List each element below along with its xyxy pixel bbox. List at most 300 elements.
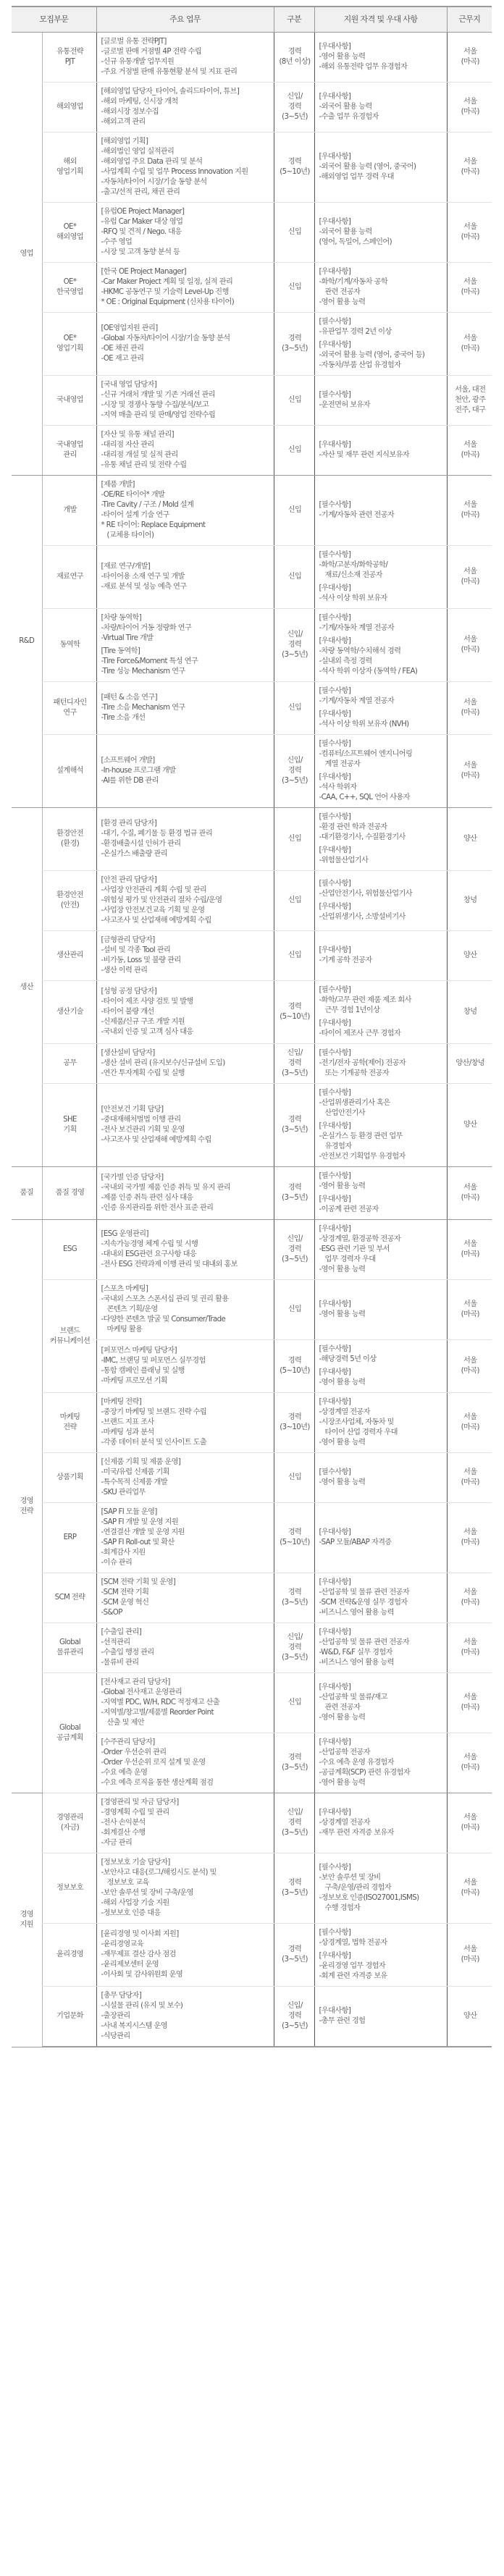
text-line: (5~10년): [280, 1013, 310, 1021]
text-line: 해외영업: [56, 103, 83, 111]
text-line: Global: [59, 1638, 80, 1646]
duty-item: -출고/선적 관리, 채권 관리: [101, 188, 180, 196]
text-line: 양산: [463, 2012, 477, 2020]
duty-title: [환경 관리 담당자]: [101, 820, 157, 828]
duty-item: -차량/타이어 거동 정량화 연구: [101, 624, 192, 632]
text-line: 경영관리: [56, 1814, 83, 1822]
text-line: 재료연구: [56, 573, 83, 581]
header-main-duties: 주요 업무: [96, 7, 274, 33]
text-line: 경력: [287, 103, 302, 111]
duty-item: -시장 및 고객 동향 분석 등: [101, 248, 180, 256]
text-line: 창녕: [463, 1008, 477, 1016]
hire-type-cell: [274, 1084, 314, 1167]
qual-item: 근무 경험 1년이상: [324, 1006, 380, 1014]
qual-title: [우대사항]: [319, 1578, 351, 1586]
text-line: 마케팅: [59, 1413, 80, 1421]
text-line: (3~5년): [282, 1599, 308, 1607]
text-line: 양산: [463, 835, 477, 843]
subgroup-cell: [42, 1280, 96, 1393]
group-cell: [12, 476, 42, 808]
qual: [319, 1808, 444, 1838]
duty-cell: [96, 476, 274, 546]
qual-item: -대기환경기사, 수질환경기사: [319, 833, 406, 841]
duty: [101, 819, 271, 859]
duty-item: -비가동, Loss 및 불량 관리: [101, 956, 181, 964]
text-line: (마곡): [461, 1956, 479, 1963]
duty-item: -대리점 개설 및 실적 관리: [101, 451, 178, 459]
hire-type-cell: [274, 546, 314, 609]
duty-title: [해외영업 담당자_타이어, 솔리드타이어, 튜브]: [101, 88, 240, 96]
text-line: 해외영업: [56, 233, 83, 241]
qual-item: -기계/자동차 관련 전공자: [319, 511, 395, 519]
duty-title: [소프트웨어 개발]: [101, 757, 155, 765]
duty-item: 마케팅 활용: [106, 1326, 143, 1334]
qual: [319, 1088, 444, 1119]
duty-item: -사업장 안전보건교육 기획 및 운영: [101, 906, 205, 914]
text-line: (마곡): [461, 709, 479, 717]
duty-item: -글로벌 판매 거점별 4P 전략 수립: [101, 48, 202, 56]
duty-item: -OE 재고 관리: [101, 355, 144, 363]
table-row: [12, 132, 492, 203]
qualification-cell: [314, 376, 447, 426]
duty-item: -지속가능경영 체계 수립 및 시행: [101, 1240, 198, 1248]
qual-item: -비즈니스 영어 활용 능력: [319, 1609, 394, 1617]
duty-item: -마케팅 성과 분석: [101, 1428, 154, 1436]
text-line: SHE: [63, 1116, 77, 1124]
qual-item: -영어 활용 능력: [319, 1439, 366, 1447]
duty: [101, 324, 271, 364]
table-row: [12, 1673, 492, 1733]
duty-item: -Tire 성능 Mechanism 연구: [101, 668, 185, 675]
text-line: 개발: [63, 506, 77, 514]
duty-item: -이슈 관리: [101, 1559, 133, 1567]
qualification-cell: [314, 735, 447, 808]
duty-item: -주요 거점별 판매 유통현황 분석 및 지표 관리: [101, 68, 238, 76]
duty-item: -SAP FI Roll-out 및 확산: [101, 1539, 175, 1546]
location-cell: [447, 735, 492, 808]
duty-item: -해외영업 주요 Data 관리 및 분석: [101, 158, 203, 166]
qualification-cell: [314, 476, 447, 546]
text-line: (마곡): [461, 345, 479, 353]
location-cell: [447, 609, 492, 682]
text-line: SCM 전략: [54, 1594, 85, 1601]
duty-item: -Virtual Tire 개발: [101, 634, 154, 642]
qual-item: -산업공학 및 물류 관련 전공자: [319, 1588, 410, 1596]
text-line: (5~10년): [280, 1539, 310, 1546]
duty-item: -수요 예측 운영: [101, 1769, 148, 1777]
qual-title: [우대사항]: [319, 584, 351, 592]
qualification-cell: [314, 263, 447, 313]
duty-item: -타이어용 소재 연구 및 개발: [101, 573, 185, 581]
table-row: [12, 682, 492, 735]
text-line: 서울: [463, 334, 477, 342]
qual: [319, 1628, 444, 1668]
text-line: 신입/: [287, 757, 303, 765]
qualification-cell: [314, 1167, 447, 1220]
qual-title: [우대사항]: [319, 1398, 351, 1406]
qual-item: -영어 활용 능력: [319, 1266, 366, 1274]
qual-title: [필수사항]: [319, 551, 351, 559]
duty-item: -중장기 마케팅 및 브랜드 전략 수립: [101, 1408, 207, 1416]
text-line: 서울: [463, 1945, 477, 1953]
location-cell: [447, 546, 492, 609]
duty-item: -대내외 ESG관련 요구사항 대응: [101, 1250, 197, 1258]
duty-item: -출장관리: [101, 2012, 130, 2020]
duty-item: -특수목적 신제품 개발: [101, 1478, 168, 1486]
text-line: 브랜드: [59, 1326, 80, 1335]
subgroup-cell: [42, 1044, 96, 1084]
duty-title: [윤리경영 및 이사회 지원]: [101, 1930, 179, 1938]
duty-cell: [96, 263, 274, 313]
text-line: (안전): [60, 901, 80, 909]
qual-item: -비즈니스 영어 활용 능력: [319, 1659, 394, 1667]
duty-item: -SKU 관리업무: [101, 1489, 146, 1497]
duty-title: [경영관리 및 자금 담당자]: [101, 1798, 179, 1806]
duty-cell: [96, 203, 274, 263]
qualification-cell: [314, 1503, 447, 1573]
text-line: 커뮤니케이션: [49, 1337, 91, 1345]
duty: [101, 137, 271, 198]
qual-item: -산업공학 및 물류 관련 전공자: [319, 1638, 410, 1646]
qual-item: -온실가스 등 환경 관련 업무: [319, 1132, 403, 1140]
qual-title: [필수사항]: [319, 1172, 351, 1180]
qual-item: -수출 업무 유경험자: [319, 113, 379, 121]
duty-title: [유럽OE Project Manager]: [101, 208, 185, 216]
text-line: 신입/: [287, 2002, 303, 2010]
text-line: 서울: [463, 1357, 477, 1365]
qual-item: -기계/자동차 계열 전공자: [319, 697, 395, 705]
location-cell: [447, 1280, 492, 1340]
hire-type-cell: [274, 1733, 314, 1793]
text-line: (마곡): [461, 288, 479, 296]
subgroup-cell: [42, 203, 96, 263]
qual: [319, 440, 444, 460]
qual-item: -영어 활용 능력: [319, 1182, 366, 1190]
duty-item: -대리점 자산 관리: [101, 441, 154, 449]
table-row: [12, 871, 492, 931]
qual-title: [우대사항]: [319, 268, 351, 276]
qual-title: [필수사항]: [319, 1929, 351, 1937]
duty: [101, 1738, 271, 1788]
duty-cell: [96, 1503, 274, 1573]
qual: [319, 985, 444, 1016]
text-line: 신입: [287, 573, 302, 581]
location-cell: [447, 1393, 492, 1453]
duty: [101, 875, 271, 926]
duty-item: -Tire Cavity / 구조 / Mold 설계: [101, 501, 194, 509]
location-cell: [447, 83, 492, 132]
qual-title: [우대사항]: [319, 441, 351, 449]
text-line: 경력: [287, 1059, 302, 1067]
text-line: 전략: [20, 1507, 33, 1515]
text-line: 경영: [20, 1910, 33, 1919]
duty-item: -HKMC 공동연구 및 기술력 Level-Up 진행: [101, 288, 229, 296]
duty-item: -수요 예측 로직을 통한 생산계획 점검: [101, 1779, 214, 1787]
text-line: (3~5년): [282, 1069, 308, 1077]
text-line: 신입/: [287, 1633, 303, 1641]
duty-item: -통합 캠페인 플래닝 및 실행: [101, 1367, 185, 1375]
duty-title: [제품 개발]: [101, 481, 135, 489]
duty-cell: [96, 376, 274, 426]
location-cell: [447, 426, 492, 476]
text-line: 국내영업: [56, 441, 83, 449]
qual-title: [우대사항]: [319, 43, 351, 51]
subgroup-cell: [42, 682, 96, 735]
qual-title: [필수사항]: [319, 1864, 351, 1872]
text-line: 서울: [463, 441, 477, 449]
text-line: OE*: [63, 278, 77, 286]
hire-type-cell: [274, 1924, 314, 1987]
location-cell: [447, 313, 492, 376]
duty-item: -보안 솔루션 및 장비 구축/운영: [101, 1889, 193, 1897]
text-line: (마곡): [461, 1250, 479, 1258]
duty: [101, 480, 271, 541]
location-cell: [447, 1503, 492, 1573]
duty-item: -유럽 Car Maker 대상 영업: [101, 218, 183, 226]
duty: [101, 380, 271, 421]
qual-item: 업무 경력자 우대: [324, 1255, 376, 1263]
header-work-location: 근무지: [447, 7, 492, 33]
qual: [319, 1019, 444, 1039]
qual-item: -해외영업 업무 경력 우대: [319, 173, 394, 181]
qualification-cell: [314, 1220, 447, 1280]
table-row: [12, 1084, 492, 1167]
qual-item: 구축/운영/관리 경험자: [324, 1884, 391, 1892]
qual-item: 수행 경험자: [324, 1904, 361, 1912]
duty: [101, 647, 271, 677]
text-line: (마곡): [461, 1649, 479, 1657]
qual-title: [필수사항]: [319, 391, 351, 399]
subgroup-cell: [42, 426, 96, 476]
duty-cell: [96, 1340, 274, 1393]
qualification-cell: [314, 1393, 447, 1453]
location-cell: [447, 1167, 492, 1220]
text-line: (마곡): [461, 1704, 479, 1712]
table-row: [12, 1503, 492, 1573]
qual-item: -산업공학 및 물류/재고: [319, 1693, 387, 1701]
qual: [319, 1195, 444, 1215]
qual-item: -타이어 제조사 근무 경험자: [319, 1030, 401, 1037]
qual: [319, 1397, 444, 1448]
qual-item: -영어 활용 능력: [319, 1379, 366, 1386]
duty-item: -온실가스 배출량 관리: [101, 850, 168, 858]
duty-item: -사고조사 및 산업재해 예방계획 수립: [101, 1136, 211, 1144]
duty: [101, 1929, 271, 1980]
qual: [319, 340, 444, 371]
qual-item: -재무 관련 자격증 보유자: [319, 1829, 394, 1837]
duty-title: [금형관리 담당자]: [101, 936, 155, 944]
location-cell: [447, 1453, 492, 1503]
duty-cell: [96, 1084, 274, 1167]
text-line: (마곡): [461, 646, 479, 654]
duty: [101, 1105, 271, 1145]
location-cell: [447, 1044, 492, 1084]
hire-type-cell: [274, 1503, 314, 1573]
text-line: 서울: [463, 568, 477, 576]
text-line: 신입: [287, 283, 302, 291]
text-line: (마곡): [461, 1824, 479, 1832]
text-line: 경력: [287, 1528, 302, 1536]
qual-item: -상경계열, 환경공학 전공자: [319, 1235, 401, 1243]
hire-type-cell: [274, 871, 314, 931]
qual-title: [우대사항]: [319, 1300, 351, 1308]
text-line: 경력: [287, 1945, 302, 1953]
duty-cell: [96, 1280, 274, 1340]
text-line: 신입/: [287, 1049, 303, 1057]
text-line: 서울: [463, 1754, 477, 1761]
duty-title: [한국 OE Project Manager]: [101, 268, 187, 276]
qual-item: -W&D, F&F 실무 경험자: [319, 1649, 392, 1657]
subgroup-cell: [42, 313, 96, 376]
qual-item: -해외 유통전략 업무 유경험자: [319, 63, 408, 71]
duty: [101, 1798, 271, 1848]
qualification-cell: [314, 1280, 447, 1340]
qualification-cell: [314, 33, 447, 83]
table-row: [12, 203, 492, 263]
duty-item: -SCM 운영 혁신: [101, 1599, 149, 1607]
qual-item: -산업위생관리기사 혹은: [319, 1099, 390, 1107]
qual-title: [우대사항]: [319, 1225, 351, 1233]
duty: [101, 1229, 271, 1270]
qual-item: -윤리경영 업무 경험자: [319, 1962, 386, 1970]
duty-item: -유통 채널 관리 및 전략 수립: [101, 461, 187, 469]
location-cell: [447, 1987, 492, 2047]
duty: [101, 267, 271, 308]
duty: [101, 1048, 271, 1079]
subgroup-cell: [42, 33, 96, 83]
duty: [101, 1858, 271, 1919]
text-line: (3~5년): [282, 345, 308, 353]
text-line: 신입: [287, 396, 302, 404]
duty-item: -Car Maker Project 계획 및 일정, 실적 관리: [101, 278, 233, 286]
text-line: (마곡): [461, 1194, 479, 1202]
text-line: 생산관리: [56, 951, 83, 959]
qual-title: [필수사항]: [319, 813, 351, 821]
qual-item: -화학/기계/자동차 공학: [319, 278, 388, 286]
duty-cell: [96, 735, 274, 808]
duty-item: -정보보호 인증 대응: [101, 1909, 161, 1917]
text-line: 신입: [287, 228, 302, 236]
duty-item: * RE 타이어: Replace Equipment: [101, 521, 206, 529]
duty-item: -OE/RE 타이어* 개발: [101, 491, 165, 499]
qual: [319, 500, 444, 521]
text-line: 경력: [287, 1116, 302, 1124]
text-line: 신입/: [287, 1809, 303, 1817]
text-line: 물류관리: [56, 1649, 83, 1657]
text-line: 국내영업: [56, 396, 83, 404]
qual-title: [우대사항]: [319, 637, 351, 645]
text-line: 양산: [463, 1121, 477, 1129]
qual-item: -화학/고분자/화학공학/: [319, 561, 388, 569]
duty-title: [생산설비 담당자]: [101, 1049, 155, 1057]
text-line: 서울: [463, 1413, 477, 1421]
qual: [319, 317, 444, 337]
location-cell: [447, 33, 492, 83]
duty-item: -해외 마케팅, 신시장 개척: [101, 98, 178, 106]
text-line: (3~10년): [280, 1423, 310, 1431]
duty-item: -물류비 관리: [101, 1659, 139, 1667]
duty-cell: [96, 1573, 274, 1623]
hire-type-cell: [274, 1393, 314, 1453]
qual: [319, 217, 444, 248]
hire-type-cell: [274, 1453, 314, 1503]
duty-cell: [96, 1167, 274, 1220]
hire-type-cell: [274, 1853, 314, 1924]
qual-item: -외국어 활용 능력 (영어, 중국어 등): [319, 351, 425, 359]
text-line: 생산: [20, 982, 33, 991]
text-line: 경력: [287, 1357, 302, 1365]
table-row: [12, 735, 492, 808]
qualification-cell: [314, 981, 447, 1044]
text-line: (5~10년): [280, 1367, 310, 1375]
duty-item: -회계결산 수행: [101, 1829, 146, 1837]
subgroup-cell: [42, 546, 96, 609]
duty-cell: [96, 426, 274, 476]
text-line: 지원: [20, 1920, 33, 1929]
qual: [319, 1121, 444, 1162]
location-cell: [447, 1220, 492, 1280]
text-line: OE*: [63, 334, 77, 342]
duty-title: [Tire 동역학]: [101, 647, 140, 655]
text-line: 경력: [287, 1754, 302, 1761]
text-line: 서울: [463, 158, 477, 166]
subgroup-cell: [42, 1453, 96, 1503]
qual-title: [필수사항]: [319, 740, 351, 748]
duty-item: -전사 손익분석: [101, 1819, 146, 1827]
duty-cell: [96, 1393, 274, 1453]
header-qualifications: 지원 자격 및 우대 사항: [314, 7, 447, 33]
text-line: 서울: [463, 1184, 477, 1192]
duty-item: -각종 데이터 분석 및 인사이트 도출: [101, 1439, 207, 1447]
qual-title: [우대사항]: [319, 846, 351, 854]
hire-type-cell: [274, 1280, 314, 1340]
group-cell: [12, 1167, 42, 1220]
table-row: [12, 808, 492, 871]
qual: [319, 879, 444, 899]
duty-item: 정보보호 교육: [106, 1879, 149, 1887]
text-line: 서울, 대전: [455, 386, 486, 394]
text-line: (3~5년): [282, 1889, 308, 1897]
text-line: (마곡): [461, 1478, 479, 1486]
duty: [101, 693, 271, 723]
qual-title: [필수사항]: [319, 687, 351, 695]
duty: [101, 935, 271, 976]
qual: [319, 613, 444, 634]
text-line: 양산/창녕: [455, 1059, 485, 1067]
group-cell: [12, 33, 42, 476]
text-line: OE*: [63, 223, 77, 231]
text-line: Global: [59, 1723, 80, 1732]
duty: [101, 1678, 271, 1728]
qual-title: [우대사항]: [319, 1738, 351, 1746]
subgroup-cell: [42, 1084, 96, 1167]
qual-item: -SCM 전략&운영 실무 경험자: [319, 1599, 408, 1607]
qual-item: -전기/전자 공학(제어) 전공자: [319, 1059, 406, 1067]
qual: [319, 1224, 444, 1275]
duty-cell: [96, 609, 274, 682]
qual: [319, 946, 444, 966]
qual: [319, 1171, 444, 1192]
location-cell: [447, 203, 492, 263]
table-row: [12, 1280, 492, 1340]
qual-title: [우대사항]: [319, 903, 351, 911]
duty-item: -다양한 콘텐츠 발굴 및 Consumer/Trade: [101, 1316, 226, 1323]
subgroup-cell: [42, 1393, 96, 1453]
text-line: 신입: [287, 1305, 302, 1313]
duty-title: [패턴 & 소음 연구]: [101, 694, 157, 702]
duty-item: -자금 관리: [101, 1839, 133, 1847]
duty-item: -해외법인 영업 실적관리: [101, 148, 175, 156]
